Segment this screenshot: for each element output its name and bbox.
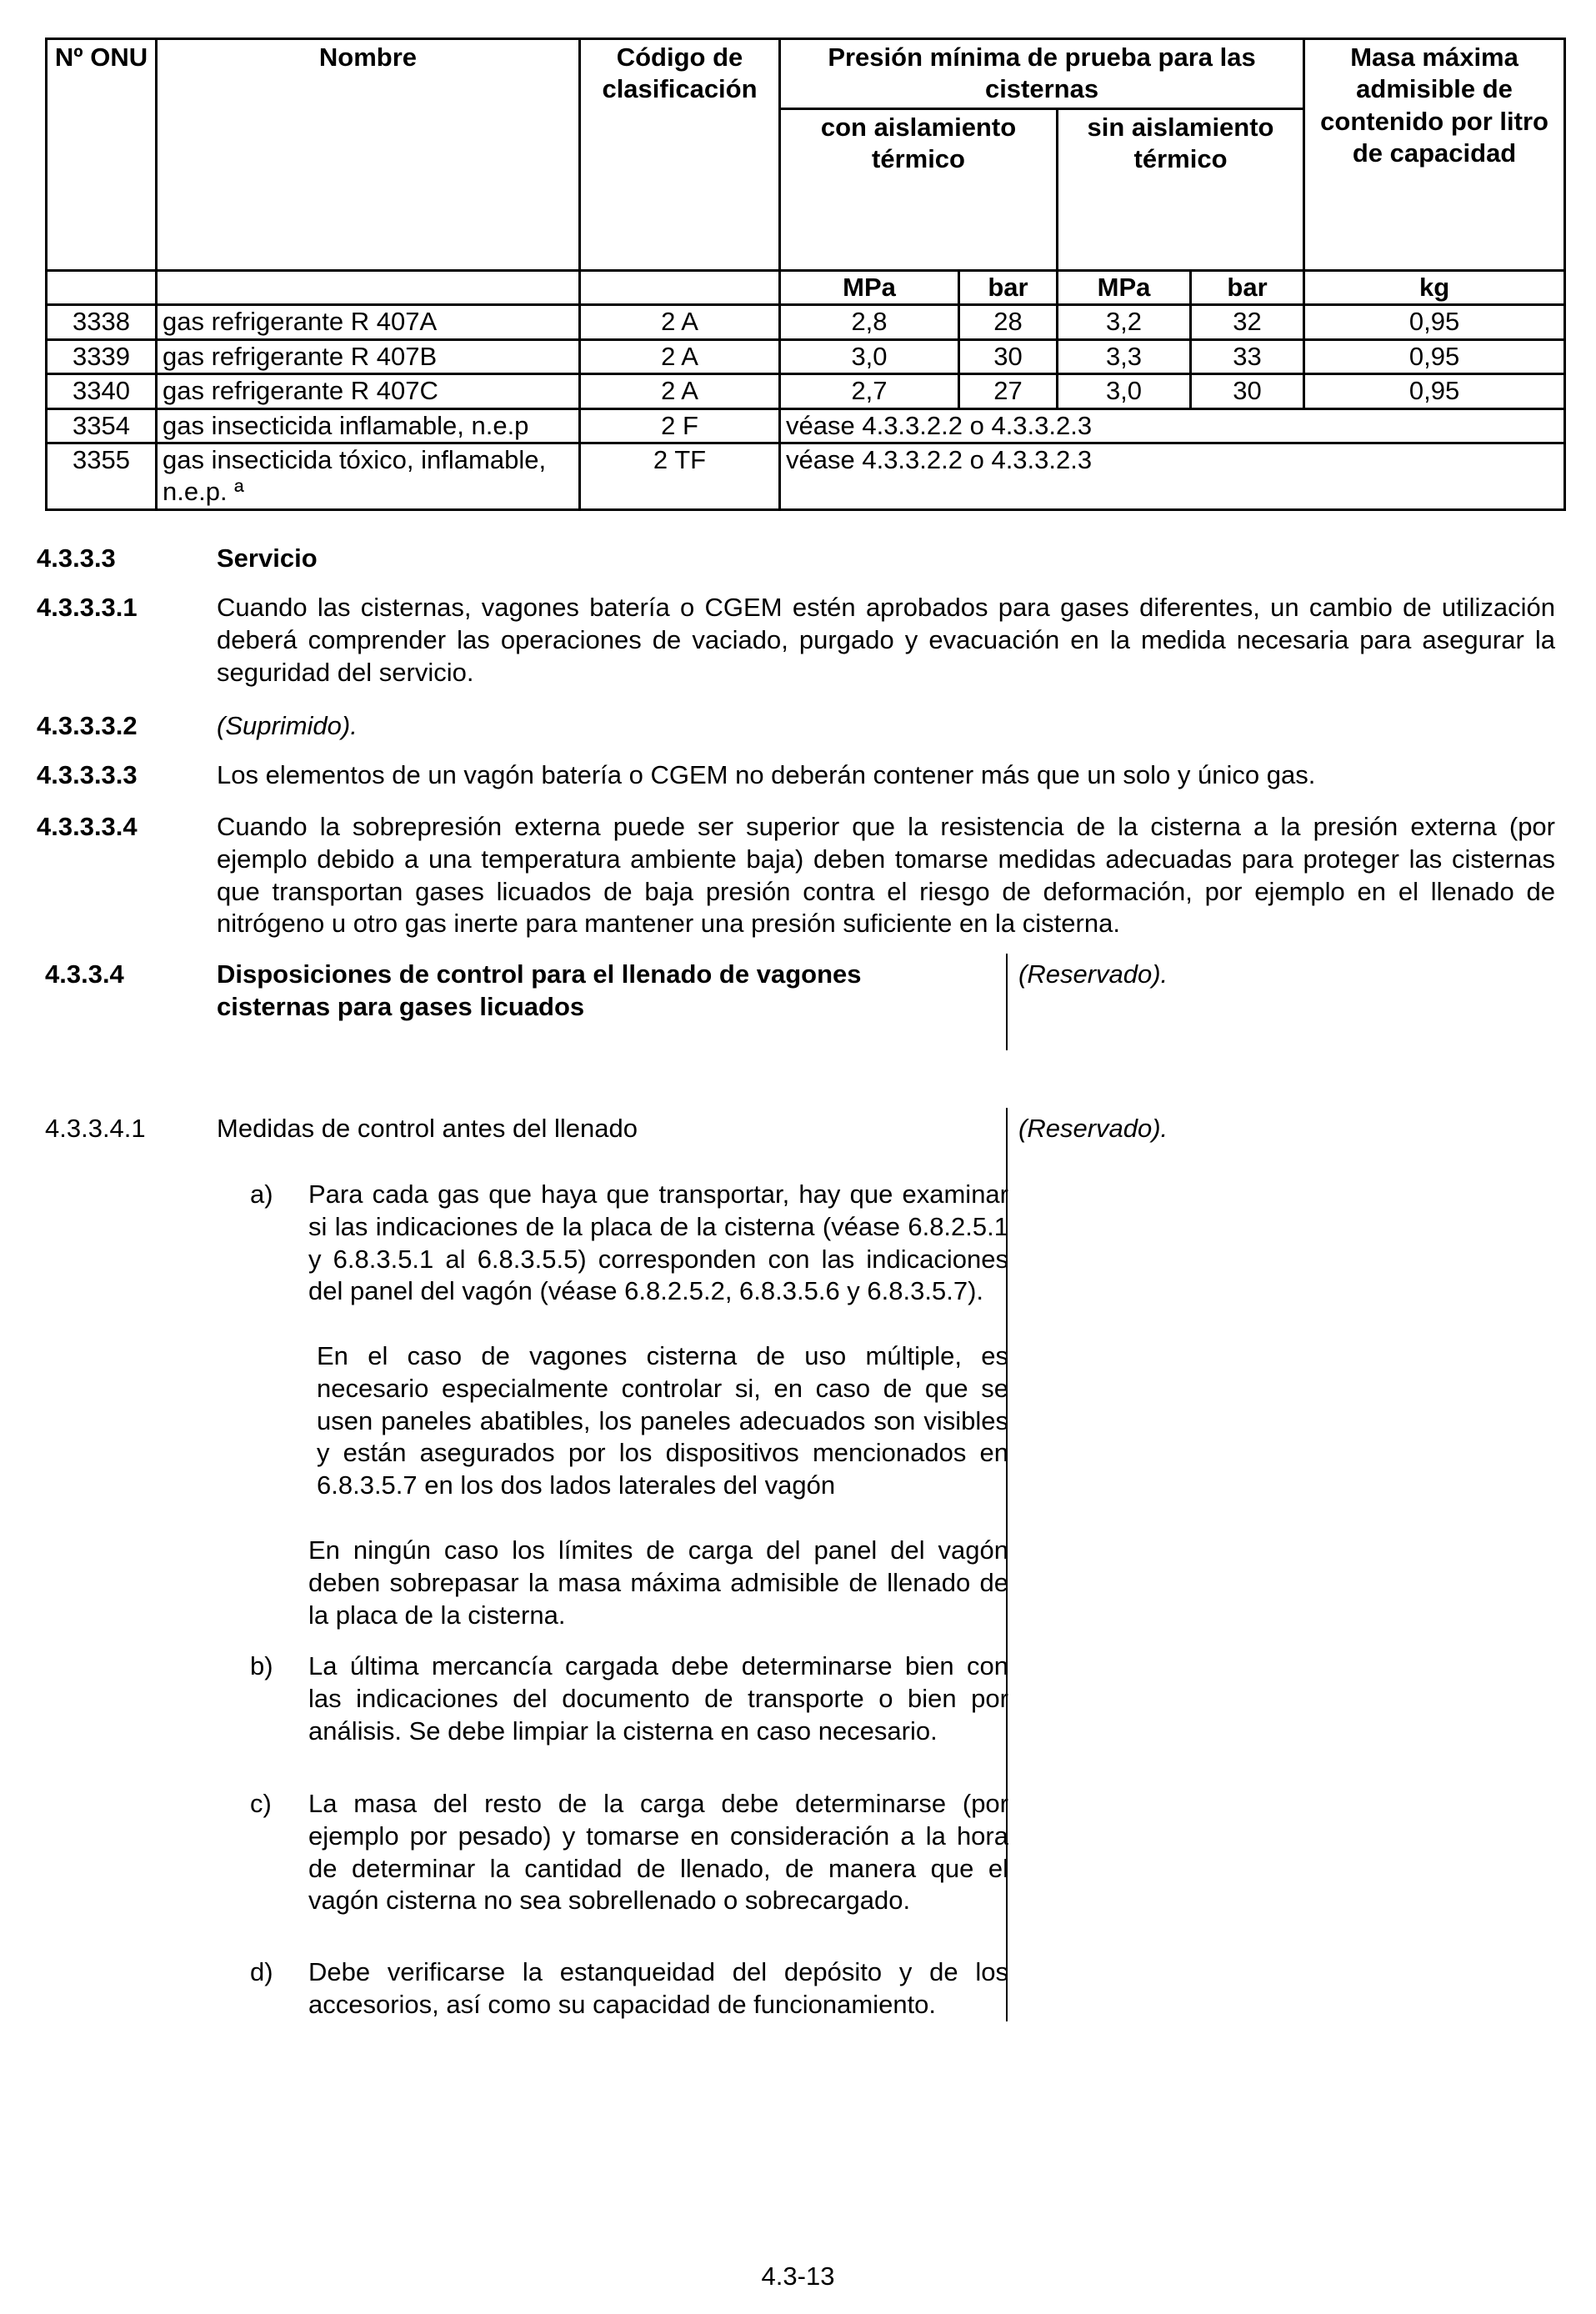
cell-nombre: gas refrigerante R 407B bbox=[157, 339, 580, 373]
section-number: 4.3.3.3.2 bbox=[37, 711, 138, 740]
section-text: Cuando las cisternas, vagones batería o CGEM estén aprobados para gases diferentes, un cambio de utilización deberá comprender las operaciones de vaciado, purgado y evacuación en la medida necesaria para asegurar la seguridad del servicio. bbox=[217, 593, 1555, 687]
unit-bar-con: bar bbox=[959, 270, 1058, 304]
reserved-note: (Reservado). bbox=[1018, 1114, 1168, 1143]
cell-mpa-con: 3,0 bbox=[780, 339, 959, 373]
unit-mpa-sin: MPa bbox=[1058, 270, 1191, 304]
cell-nombre: gas insecticida inflamable, n.e.p bbox=[157, 408, 580, 443]
cell-codigo: 2 A bbox=[580, 339, 780, 373]
header-sin-aislamiento-text: sin aislamiento térmico bbox=[1087, 112, 1274, 174]
cell-mpa-con: 2,7 bbox=[780, 374, 959, 408]
cell-codigo: 2 F bbox=[580, 408, 780, 443]
cell-onu: 3355 bbox=[47, 443, 157, 509]
section-number: 4.3.3.3.4 bbox=[37, 812, 138, 841]
section-text: Los elementos de un vagón batería o CGEM no deberán contener más que un solo y único gas. bbox=[217, 760, 1316, 789]
section-number: 4.3.3.3 bbox=[37, 543, 116, 573]
unit-mpa-con: MPa bbox=[780, 270, 959, 304]
gas-table bbox=[45, 38, 1566, 511]
cell-kg: 0,95 bbox=[1304, 339, 1565, 373]
cell-mpa-sin: 3,2 bbox=[1058, 305, 1191, 339]
cell-reference: véase 4.3.3.2.2 o 4.3.3.2.3 bbox=[780, 443, 1565, 509]
cell-onu: 3340 bbox=[47, 374, 157, 408]
list-marker: b) bbox=[250, 1651, 273, 1680]
cell-bar-sin: 30 bbox=[1191, 374, 1304, 408]
cell-codigo: 2 A bbox=[580, 305, 780, 339]
paragraph: En ningún caso los límites de carga del panel del vagón deben sobrepasar la masa máxima admisible de llenado de la placa de la cisterna. bbox=[308, 1535, 1008, 1630]
section-number: 4.3.3.4.1 bbox=[45, 1114, 146, 1143]
cell-bar-con: 30 bbox=[959, 339, 1058, 373]
units-row bbox=[47, 270, 1565, 304]
cell-codigo: 2 TF bbox=[580, 443, 780, 509]
control-measures-column bbox=[217, 1113, 1008, 2021]
list-text: La masa del resto de la carga debe determinarse (por ejemplo por pesado) y tomarse en consideración a la hora de determinar la cantidad de llenado, de manera que el vagón cisterna no sea sobrellenado o sobrecargado. bbox=[308, 1789, 1008, 1916]
subsection-title: Medidas de control antes del llenado bbox=[217, 1114, 638, 1143]
list-text: Debe verificarse la estanqueidad del depósito y de los accesorios, así como su capacidad de funcionamiento. bbox=[308, 1957, 1008, 2019]
cell-bar-sin: 32 bbox=[1191, 305, 1304, 339]
column-divider bbox=[1006, 954, 1008, 1050]
section-number: 4.3.3.3.3 bbox=[37, 760, 138, 789]
cell-nombre: gas refrigerante R 407A bbox=[157, 305, 580, 339]
header-con-aislamiento-text: con aislamiento térmico bbox=[820, 112, 1017, 174]
section-number: 4.3.3.4 bbox=[45, 959, 124, 989]
header-sin-aislamiento bbox=[1058, 108, 1304, 270]
reserved-note: (Reservado). bbox=[1018, 959, 1168, 989]
list-text: La última mercancía cargada debe determinarse bien con las indicaciones del documento de transporte o bien por análisis. Se debe limpiar la cisterna en caso necesario. bbox=[308, 1651, 1008, 1746]
cell-onu: 3339 bbox=[47, 339, 157, 373]
header-masa: Masa máxima admisible de contenido por litro de capacidad bbox=[1304, 39, 1565, 271]
cell-bar-sin: 33 bbox=[1191, 339, 1304, 373]
list-marker: a) bbox=[250, 1180, 273, 1209]
paragraph: En el caso de vagones cisterna de uso múltiple, es necesario especialmente controlar si, en caso de que se usen paneles abatibles, los paneles adecuados son visibles y están asegurados por los dispositivos mencionados en 6.8.3.5.7 en los dos lados laterales del vagón bbox=[317, 1341, 1008, 1500]
cell-mpa-sin: 3,0 bbox=[1058, 374, 1191, 408]
header-no-onu: Nº ONU bbox=[47, 39, 157, 271]
cell-onu: 3354 bbox=[47, 408, 157, 443]
header-presion: Presión mínima de prueba para las cisternas bbox=[780, 39, 1304, 109]
table-row bbox=[47, 339, 1565, 373]
section-text: Cuando la sobrepresión externa puede ser superior que la resistencia de la cisterna a la presión externa (por ejemplo debido a una temperatura ambiente baja) deben tomarse medidas adecuadas para proteger las cisternas que transportan gases licuados de baja presión contra el riesgo de deformación, por ejemplo en el llenado de nitrógeno u otro gas inerte para mantener una presión suficiente en la cisterna. bbox=[217, 812, 1555, 939]
list-marker: d) bbox=[250, 1957, 273, 1986]
cell-mpa-sin: 3,3 bbox=[1058, 339, 1191, 373]
unit-bar-sin: bar bbox=[1191, 270, 1304, 304]
list-text: Para cada gas que haya que transportar, hay que examinar si las indicaciones de la placa de la cisterna (véase 6.8.2.5.1 y 6.8.3.5.1 al 6.8.3.5.5) corresponden con las indicaciones del panel del vagón (véase 6.8.2.5.2, 6.8.3.5.6 y 6.8.3.5.7). bbox=[308, 1180, 1008, 1306]
cell-bar-con: 28 bbox=[959, 305, 1058, 339]
cell-onu: 3338 bbox=[47, 305, 157, 339]
cell-nombre: gas insecticida tóxico, inflamable, n.e.p. ª bbox=[157, 443, 580, 509]
list-marker: c) bbox=[250, 1789, 272, 1818]
section-title: Servicio bbox=[217, 543, 318, 573]
header-row-1 bbox=[47, 39, 1565, 109]
section-text: (Suprimido). bbox=[217, 711, 358, 740]
header-codigo: Código de clasificación bbox=[580, 39, 780, 271]
table-row bbox=[47, 374, 1565, 408]
section-title: Disposiciones de control para el llenado de vagones cisternas para gases licuados bbox=[217, 959, 862, 1021]
cell-kg: 0,95 bbox=[1304, 305, 1565, 339]
table-row bbox=[47, 305, 1565, 339]
cell-nombre: gas refrigerante R 407C bbox=[157, 374, 580, 408]
cell-bar-con: 27 bbox=[959, 374, 1058, 408]
section-number: 4.3.3.3.1 bbox=[37, 593, 138, 622]
section-4-3-3-4-1 bbox=[37, 1113, 1563, 2030]
page-number: 4.3-13 bbox=[761, 2261, 835, 2291]
header-con-aislamiento bbox=[780, 108, 1058, 270]
cell-reference: véase 4.3.3.2.2 o 4.3.3.2.3 bbox=[780, 408, 1565, 443]
table-row bbox=[47, 443, 1565, 509]
cell-mpa-con: 2,8 bbox=[780, 305, 959, 339]
cell-kg: 0,95 bbox=[1304, 374, 1565, 408]
unit-kg: kg bbox=[1304, 270, 1565, 304]
section-4-3-3-4 bbox=[37, 959, 1563, 1050]
cell-codigo: 2 A bbox=[580, 374, 780, 408]
table-row bbox=[47, 408, 1565, 443]
header-nombre: Nombre bbox=[157, 39, 580, 271]
